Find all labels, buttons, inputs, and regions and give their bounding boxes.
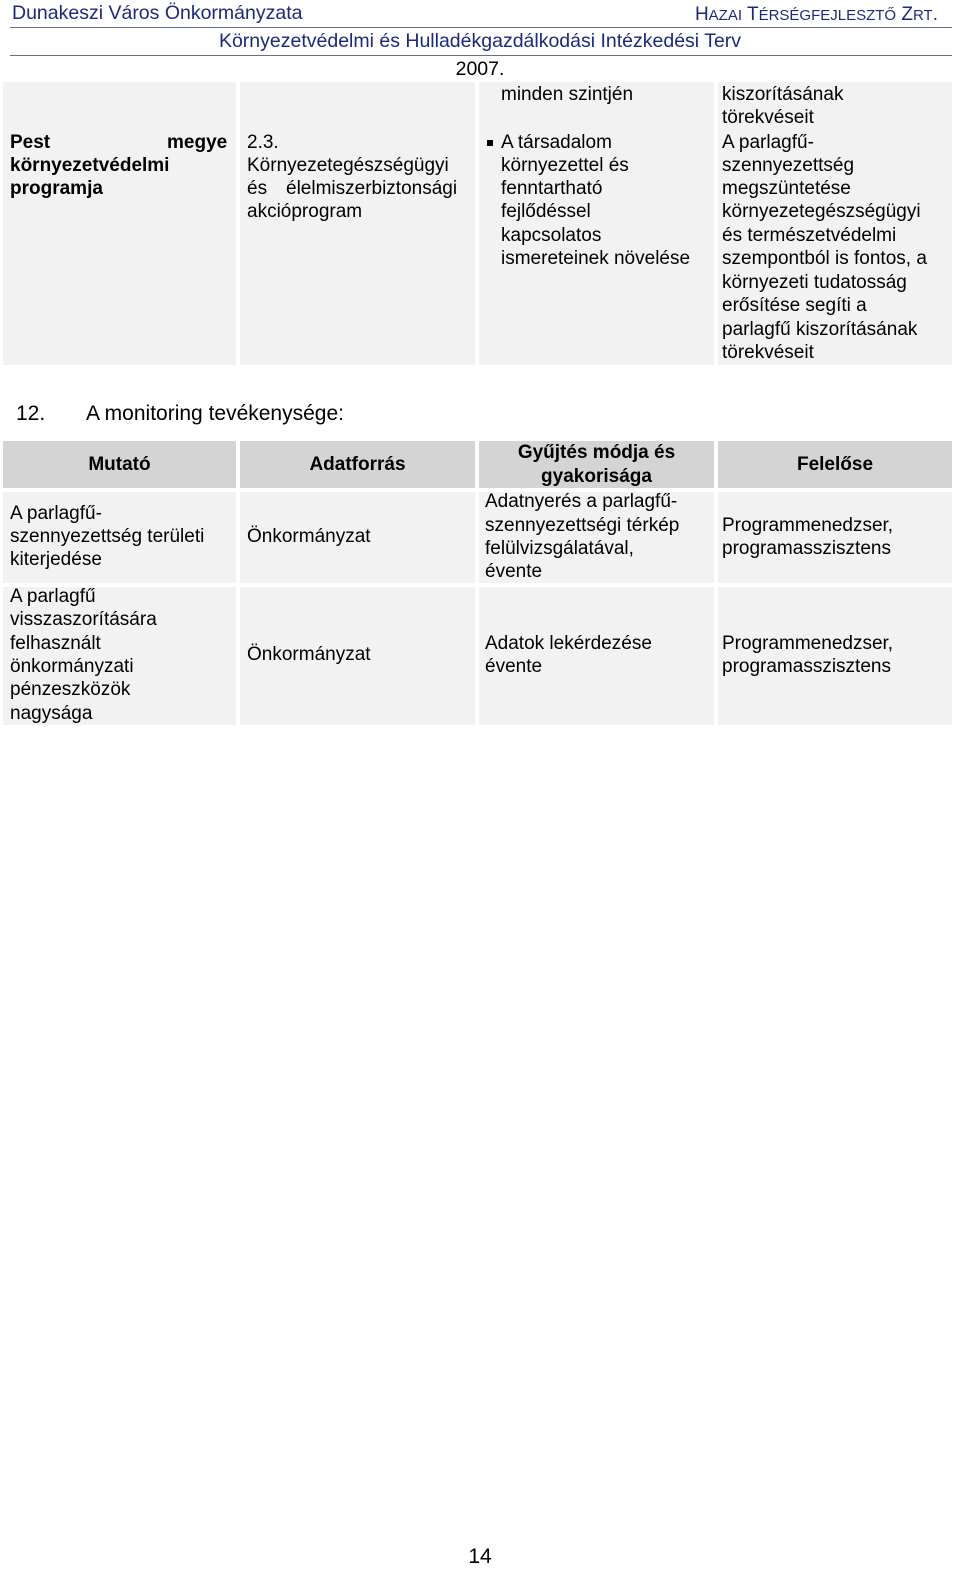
page-number: 14 — [468, 1545, 492, 1568]
col-header-indicator: Mutató — [3, 441, 236, 488]
action-program-number: 2.3. — [247, 132, 279, 153]
col-header-method-line-1: Gyűjtés módja és — [517, 442, 676, 463]
goal-line-6: ismereteinek növelése — [501, 248, 691, 269]
note-line-8: erősítése segíti a — [722, 295, 867, 316]
note-line-2: szennyezettség — [722, 155, 855, 176]
action-program-word-food: élelmiszerbiztonsági — [286, 178, 458, 199]
org-name: Dunakeszi Város Önkormányzata — [12, 2, 303, 24]
row1-indicator-line-3: kiterjedése — [10, 549, 102, 570]
goal-line-1: A társadalom — [501, 132, 612, 153]
company-name: HAZAI TÉRSÉGFEJLESZTŐ ZRT. — [694, 4, 938, 25]
goal-line-3: fenntartható — [501, 178, 603, 199]
row2-responsible-line-2: programasszisztens — [722, 656, 891, 677]
carry-text-goal: minden szintjén — [501, 84, 634, 105]
action-program-line-1: Környezetegészségügyi — [247, 155, 449, 176]
note-line-5: és természetvédelmi — [722, 225, 897, 246]
goal-line-5: kapcsolatos — [501, 225, 602, 246]
row1-source: Önkormányzat — [247, 526, 371, 547]
program-name-word-2: megye — [167, 132, 228, 153]
col-header-method — [479, 441, 714, 488]
col-header-source: Adatforrás — [240, 441, 475, 488]
action-program-line-3: akcióprogram — [247, 201, 363, 222]
goal-line-4: fejlődéssel — [501, 201, 591, 222]
row2-indicator-line-3: felhasznált — [10, 633, 101, 654]
row2-indicator-line-5: pénzeszközök — [10, 679, 131, 700]
note-line-7: környezeti tudatosság — [722, 272, 907, 293]
header-divider-2 — [10, 55, 952, 56]
row2-responsible-line-1: Programmenedzser, — [722, 633, 894, 654]
goal-line-2: környezettel és — [501, 155, 629, 176]
carry-text-note-1: kiszorításának — [722, 84, 844, 105]
action-program-word-es: és — [247, 178, 268, 199]
row1-indicator-line-1: A parlagfű- — [10, 503, 102, 524]
note-line-4: környezetegészségügyi — [722, 201, 921, 222]
bullet-icon — [487, 140, 493, 146]
row1-method-line-3: felülvizsgálatával, — [485, 538, 634, 559]
row2-indicator-line-4: önkormányzati — [10, 656, 134, 677]
note-line-1: A parlagfű- — [722, 132, 814, 153]
note-line-10: törekvéseit — [722, 342, 814, 363]
row1-indicator-line-2: szennyezettség területi — [10, 526, 205, 547]
row1-responsible-line-2: programasszisztens — [722, 538, 891, 559]
section-title: A monitoring tevékenysége: — [86, 402, 344, 425]
row2-indicator-line-2: visszaszorítására — [10, 609, 157, 630]
col-header-responsible: Felelőse — [718, 441, 952, 488]
row2-indicator-line-1: A parlagfű — [10, 586, 96, 607]
program-name-line-3: programja — [10, 178, 103, 199]
row2-method-line-1: Adatok lekérdezése — [485, 633, 652, 654]
prog-cell-1 — [3, 82, 236, 365]
row2-source: Önkormányzat — [247, 644, 371, 665]
program-name-line-2: környezetvédelmi — [10, 155, 170, 176]
note-line-6: szempontból is fontos, a — [722, 248, 927, 269]
row2-method-line-2: évente — [485, 656, 543, 677]
row2-indicator-line-6: nagysága — [10, 703, 93, 724]
row1-method-line-1: Adatnyerés a parlagfű- — [485, 491, 678, 512]
carry-text-note-2: törekvéseit — [722, 107, 814, 128]
header-divider — [10, 27, 952, 28]
prog-cell-2 — [240, 82, 475, 365]
row1-method-line-2: szennyezettségi térkép — [485, 515, 680, 536]
note-line-3: megszüntetése — [722, 178, 851, 199]
row1-method-line-4: évente — [485, 561, 543, 582]
document-title: Környezetvédelmi és Hulladékgazdálkodási Intézkedési Terv — [218, 30, 742, 52]
document-year: 2007. — [455, 58, 505, 80]
col-header-method-line-2: gyakorisága — [541, 465, 652, 487]
program-name-word-1: Pest — [10, 132, 51, 153]
note-line-9: parlagfű kiszorításának — [722, 319, 918, 340]
row1-responsible-line-1: Programmenedzser, — [722, 515, 894, 536]
section-number: 12. — [16, 402, 46, 425]
